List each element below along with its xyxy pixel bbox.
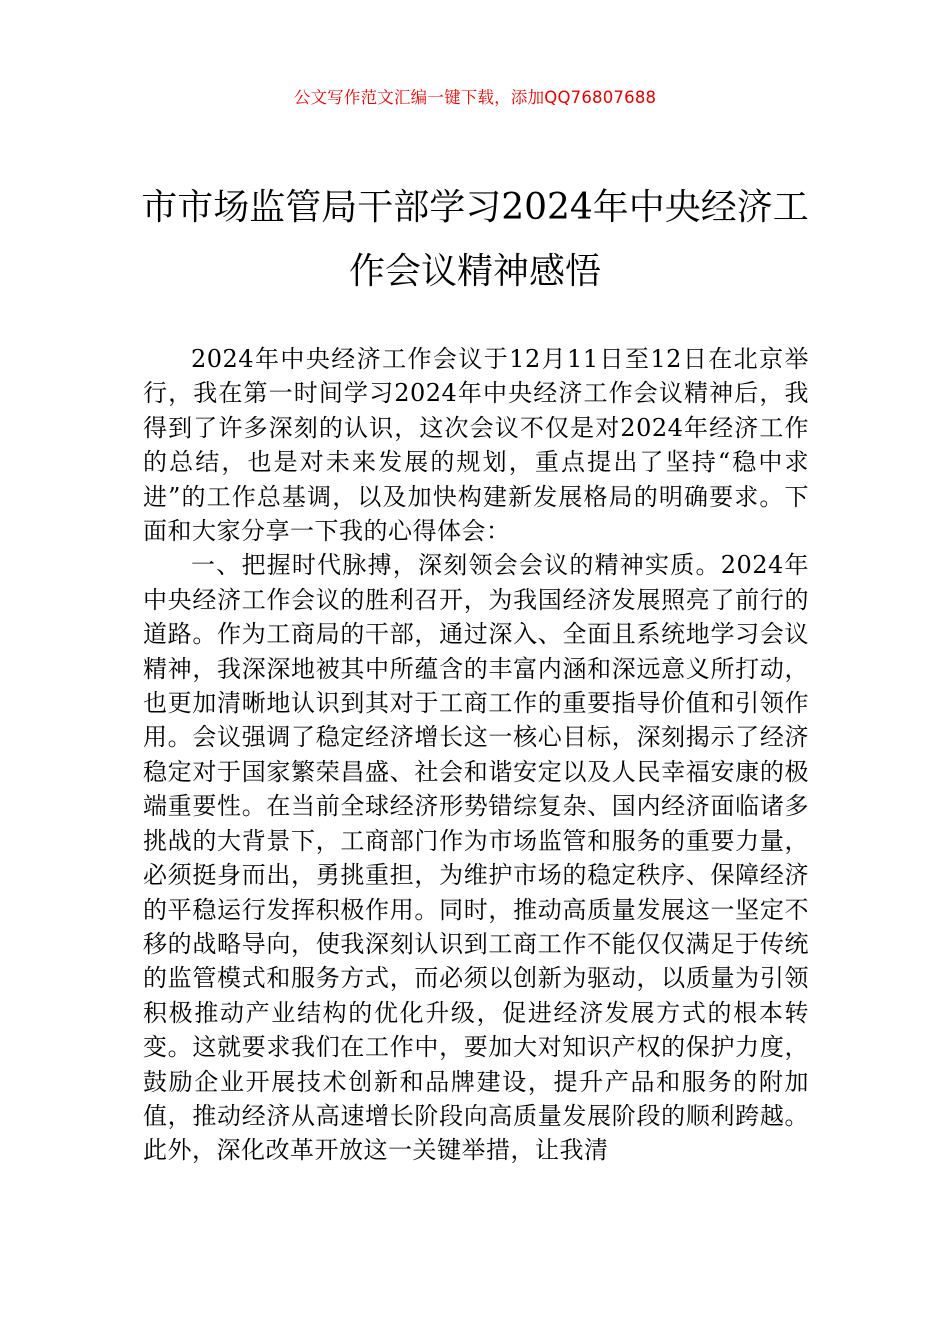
paragraph-section-1: 一、把握时代脉搏，深刻领会会议的精神实质。2024年中央经济工作会议的胜利召开，为我国经济发展照亮了前行的道路。作为工商局的干部，通过深入、全面且系统地学习会议精神，我深深地被其中所蕴含的丰富内涵和深远意义所打动，也更加清晰地认识到其对于工商工作的重要指导价值和引领作用。会议强调了稳定经济增长这一核心目标，深刻揭示了经济稳定对于国家繁荣昌盛、社会和谐安定以及人民幸福安康的极端重要性。在当前全球经济形势错综复杂、国内经济面临诸多挑战的大背景下，工商部门作为市场监管和服务的重要力量，必须挺身而出，勇挑重担，为维护市场的稳定秩序、保障经济的平稳运行发挥积极作用。同时，推动高质量发展这一坚定不移的战略导向，使我深刻认识到工商工作不能仅仅满足于传统的监管模式和服务方式，而必须以创新为驱动，以质量为引领积极推动产业结构的优化升级，促进经济发展方式的根本转变。这就要求我们在工作中，要加大对知识产权的保护力度，鼓励企业开展技术创新和品牌建设，提升产品和服务的附加值，推动经济从高速增长阶段向高质量发展阶段的顺利跨越。此外，深化改革开放这一关键举措，让我清 xyxy=(143,551,809,1165)
promo-header-note: 公文写作范文汇编一键下载，添加QQ76807688 xyxy=(293,88,657,107)
paragraph-intro: 2024年中央经济工作会议于12月11日至12日在北京举行，我在第一时间学习2024年中央经济工作会议精神后，我得到了许多深刻的认识，这次会议不仅是对2024年经济工作的总结，也是对未来发展的规划，重点提出了坚持“稳中求进”的工作总基调，以及加快构建新发展格局的明确要求。下面和大家分享一下我的心得体会： xyxy=(143,345,809,546)
document-title xyxy=(140,176,810,304)
title-line-1: 市市场监管局干部学习2024年中央经济工 xyxy=(141,187,809,228)
title-line-2: 作会议精神感悟 xyxy=(348,251,601,292)
document-body xyxy=(143,342,809,1168)
